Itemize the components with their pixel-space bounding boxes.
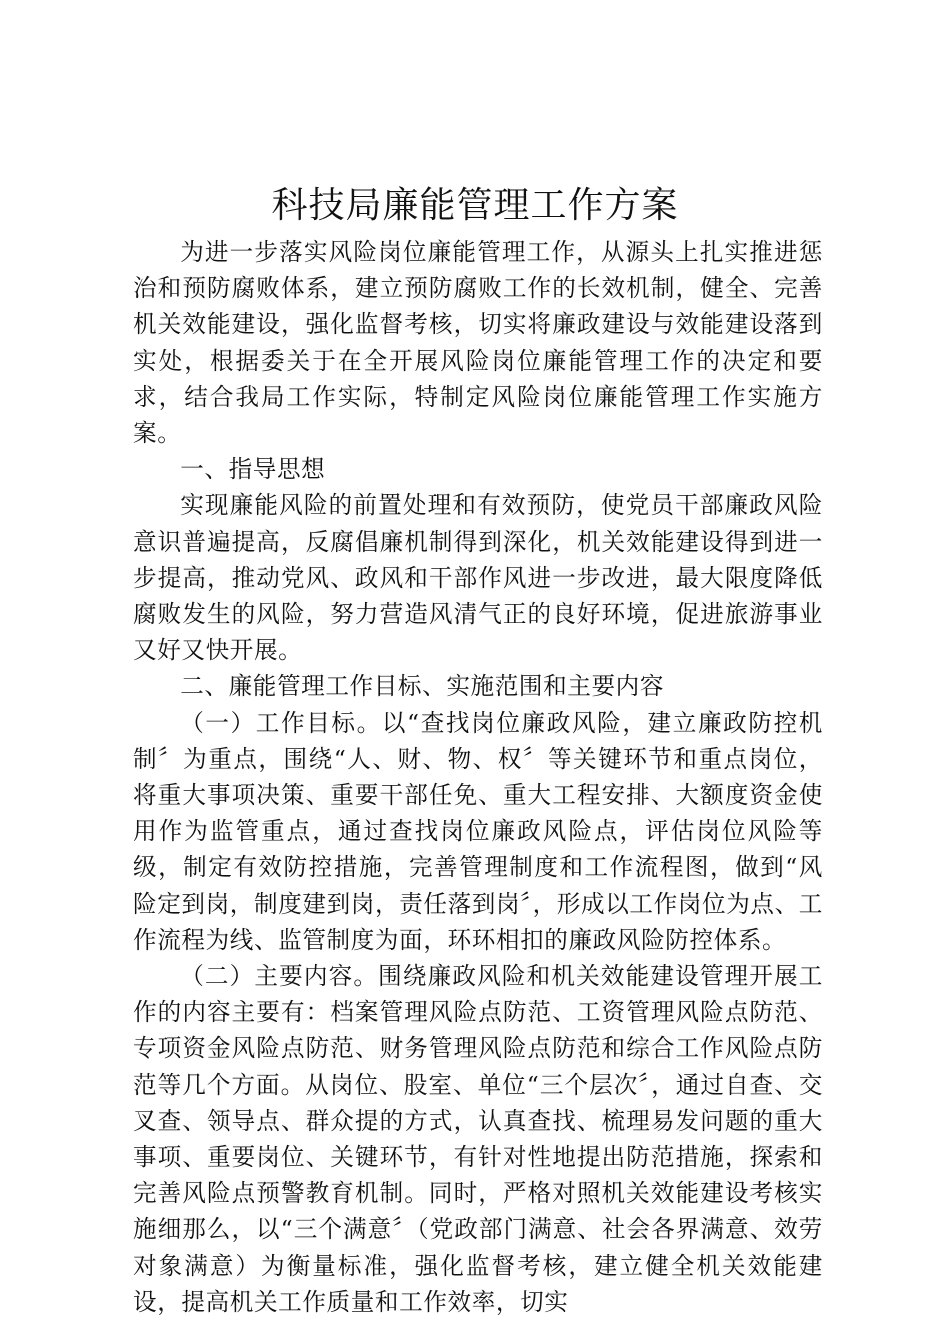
guiding-ideology-paragraph: 实现廉能风险的前置处理和有效预防，使党员干部廉政风险意识普遍提高，反腐倡廉机制得到深化，机关效能建设得到进一步提高，推动党风、政风和干部作风进一步改进，最大限度降低腐败发生的风险，努力营造风清气正的良好环境，促进旅游事业又好又快开展。	[133, 491, 823, 665]
section-heading-guiding-ideology: 一、指导思想	[180, 455, 326, 484]
work-goals-paragraph: （一）工作目标。以“查找岗位廉政风险，建立廉政防控机制〞为重点，围绕“人、财、物、权〞等关键环节和重点岗位，将重大事项决策、重要干部任免、重大工程安排、大额度资金使用作为监管重点，通过查找岗位廉政风险点，评估岗位风险等级，制定有效防控措施，完善管理制度和工作流程图，做到“风险定到岗，制度建到岗，责任落到岗〞，形成以工作岗位为点、工作流程为线、监管制度为面，环环相扣的廉政风险防控体系。	[133, 708, 823, 954]
main-content-paragraph: （二）主要内容。围绕廉政风险和机关效能建设管理开展工作的内容主要有：档案管理风险点防范、工资管理风险点防范、专项资金风险点防范、财务管理风险点防范和综合工作风险点防范等几个方面。从岗位、股室、单位“三个层次〞，通过自查、交叉查、领导点、群众提的方式，认真查找、梳理易发问题的重大事项、重要岗位、关键环节，有针对性地提出防范措施，探索和完善风险点预警教育机制。同时，严格对照机关效能建设考核实施细那么，以“三个满意〞（党政部门满意、社会各界满意、效劳对象满意）为衡量标准，强化监督考核，建立健全机关效能建设，提高机关工作质量和工作效率，切实	[133, 962, 823, 1316]
document-body	[133, 234, 823, 1320]
section-heading-goals-scope-content: 二、廉能管理工作目标、实施范围和主要内容	[180, 672, 665, 701]
intro-paragraph: 为进一步落实风险岗位廉能管理工作，从源头上扎实推进惩治和预防腐败体系，建立预防腐败工作的长效机制，健全、完善机关效能建设，强化监督考核，切实将廉政建设与效能建设落到实处，根据委关于在全开展风险岗位廉能管理工作的决定和要求，结合我局工作实际，特制定风险岗位廉能管理工作实施方案。	[133, 238, 823, 448]
document-title: 科技局廉能管理工作方案	[271, 185, 679, 226]
